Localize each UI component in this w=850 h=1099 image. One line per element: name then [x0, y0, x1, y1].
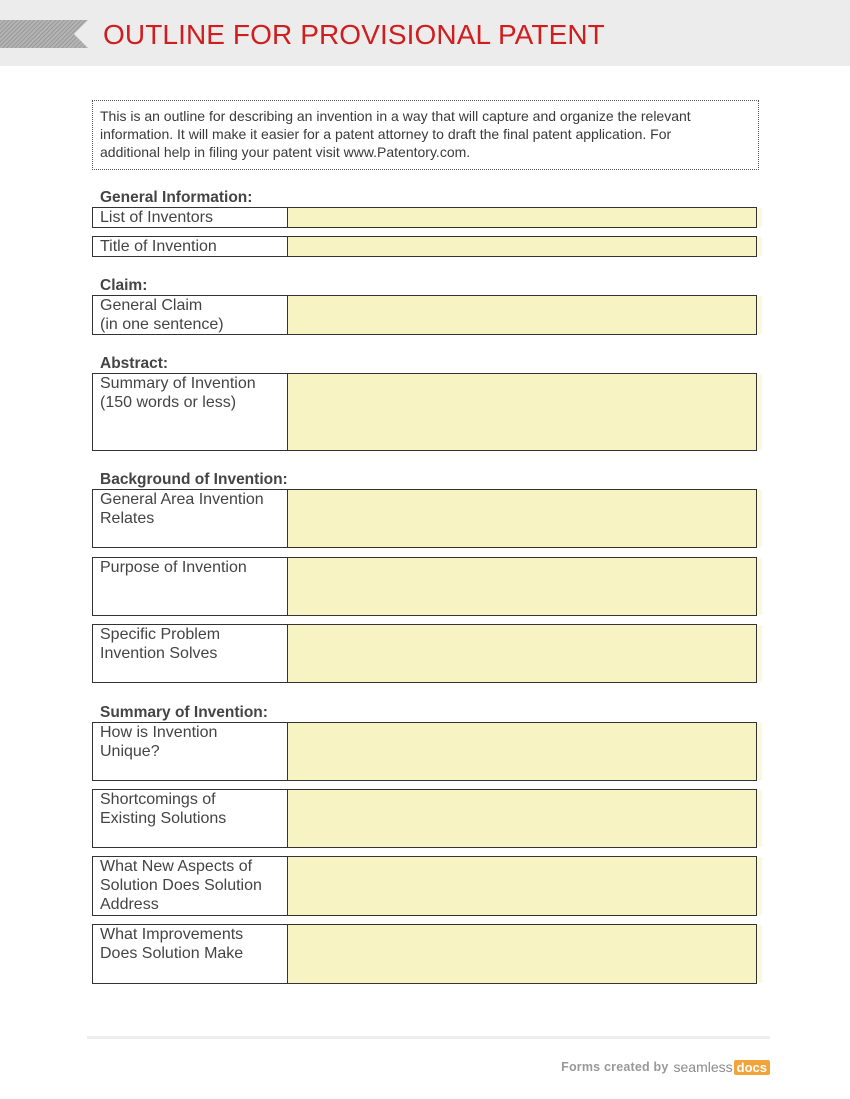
- field-label: [93, 790, 288, 847]
- section-title-abstract: Abstract:: [100, 355, 169, 372]
- field-label-line: General Area Invention: [100, 491, 264, 508]
- field-label-line: Does Solution Make: [100, 945, 244, 962]
- field-label: [93, 558, 288, 615]
- input-general-area[interactable]: [288, 490, 756, 547]
- field-label-line: (150 words or less): [100, 394, 237, 411]
- field-row-general-area: [92, 489, 757, 548]
- field-label-line: How is Invention: [100, 724, 218, 741]
- field-label-line: (in one sentence): [100, 316, 224, 333]
- input-purpose-of-invention[interactable]: [288, 558, 756, 615]
- field-label-line: Unique?: [100, 743, 160, 760]
- input-list-of-inventors[interactable]: [288, 208, 756, 227]
- footer-divider: [87, 1036, 770, 1039]
- field-row-new-aspects: [92, 856, 757, 916]
- field-label-line: Purpose of Invention: [100, 559, 247, 576]
- field-label-line: Invention Solves: [100, 645, 218, 662]
- field-label-line: Solution Does Solution: [100, 877, 262, 894]
- field-label-line: Shortcomings of: [100, 791, 216, 808]
- input-general-claim[interactable]: [288, 296, 756, 334]
- intro-line: additional help in filing your patent visit www.Patentory.com.: [100, 144, 471, 160]
- section-title-summary: Summary of Invention:: [100, 704, 268, 721]
- field-row-list-of-inventors: [92, 207, 757, 228]
- field-row-summary-of-invention: [92, 373, 757, 451]
- field-label-line: Existing Solutions: [100, 810, 227, 827]
- field-label-line: What Improvements: [100, 926, 244, 943]
- field-row-purpose-of-invention: [92, 557, 757, 616]
- field-label-line: General Claim: [100, 297, 203, 314]
- field-row-shortcomings: [92, 789, 757, 848]
- input-specific-problem[interactable]: [288, 625, 756, 682]
- input-title-of-invention[interactable]: [288, 237, 756, 256]
- footer-created-by: Forms created by: [561, 1060, 669, 1074]
- field-label: [93, 208, 288, 227]
- field-label-line: Summary of Invention: [100, 375, 256, 392]
- field-label-line: Relates: [100, 510, 155, 527]
- field-label-line: Address: [100, 896, 159, 913]
- footer-brand-tag: docs: [734, 1060, 770, 1075]
- field-label: [93, 490, 288, 547]
- field-label-line: Specific Problem: [100, 626, 221, 643]
- input-shortcomings[interactable]: [288, 790, 756, 847]
- section-title-general: General Information:: [100, 189, 253, 206]
- footer-brand: [561, 1059, 770, 1075]
- intro-line: This is an outline for describing an invention in a way that will capture and organize the relevant: [100, 108, 691, 124]
- field-row-how-unique: [92, 722, 757, 781]
- field-label-line: Title of Invention: [100, 238, 217, 255]
- section-title-claim: Claim:: [100, 277, 148, 294]
- input-summary-of-invention[interactable]: [288, 374, 756, 450]
- field-label: [93, 374, 288, 450]
- field-row-improvements: [92, 924, 757, 984]
- input-new-aspects[interactable]: [288, 857, 756, 915]
- input-improvements[interactable]: [288, 925, 756, 983]
- input-how-unique[interactable]: [288, 723, 756, 780]
- field-row-specific-problem: [92, 624, 757, 683]
- field-label-line: List of Inventors: [100, 209, 213, 226]
- field-label: [93, 857, 288, 915]
- field-label: [93, 237, 288, 256]
- page-title: OUTLINE FOR PROVISIONAL PATENT: [103, 19, 605, 50]
- field-row-title-of-invention: [92, 236, 757, 257]
- footer-brand-name: seamless: [673, 1059, 733, 1075]
- field-label: [93, 723, 288, 780]
- intro-line: information. It will make it easier for a patent attorney to draft the final patent application. For: [100, 126, 672, 142]
- intro-box: [92, 100, 759, 170]
- field-label: [93, 625, 288, 682]
- section-title-background: Background of Invention:: [100, 471, 288, 488]
- field-label: [93, 296, 288, 334]
- field-label-line: What New Aspects of: [100, 858, 253, 875]
- field-row-general-claim: [92, 295, 757, 335]
- field-label: [93, 925, 288, 983]
